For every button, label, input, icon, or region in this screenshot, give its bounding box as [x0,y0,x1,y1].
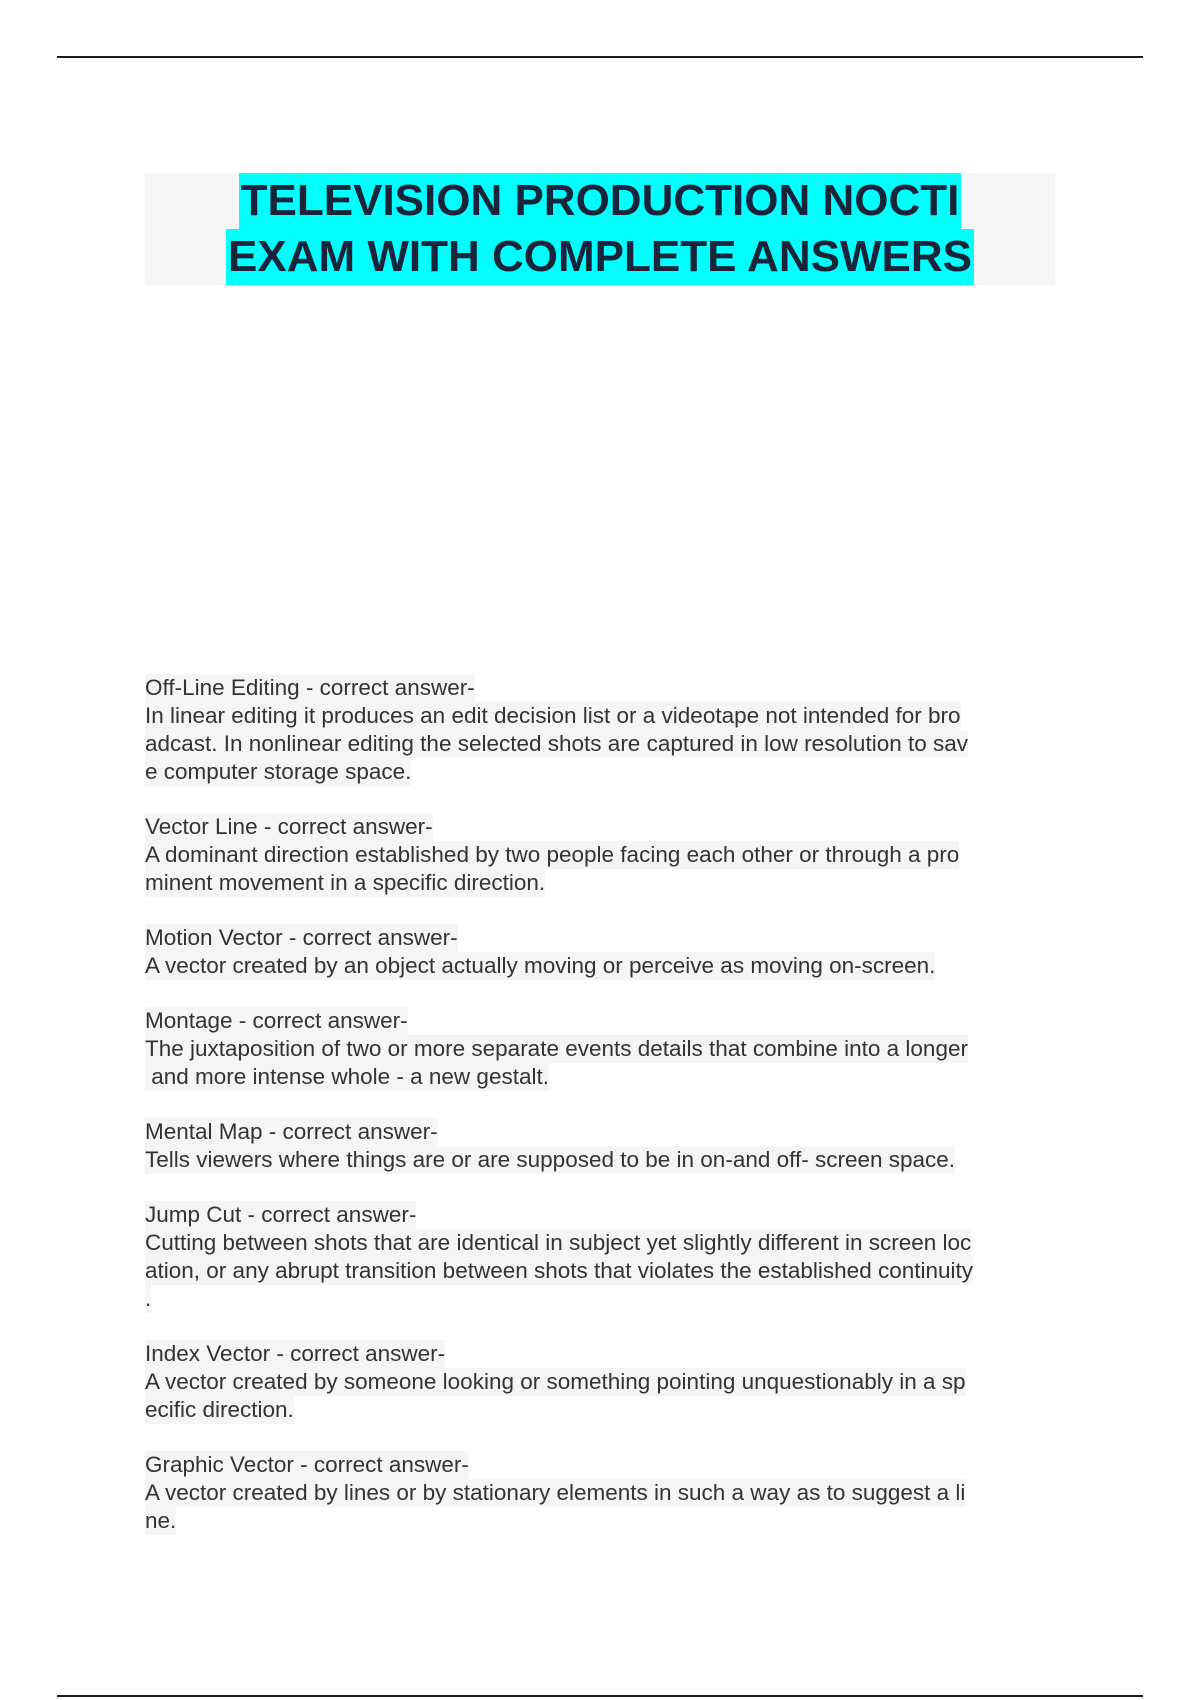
qa-term [145,1340,1065,1368]
qa-answer-text: ecific direction. [145,1397,294,1422]
qa-term-text: Index Vector - correct answer- [145,1341,446,1366]
qa-answer-line [145,758,1065,786]
qa-term-text: Montage - correct answer- [145,1008,408,1033]
qa-answer-text: adcast. In nonlinear editing the selected shots are captured in low resolution to sav [145,731,968,756]
qa-entry [145,1451,1065,1535]
qa-answer-line [145,1368,1065,1396]
qa-answer-text: ation, or any abrupt transition between shots that violates the established continuity [145,1258,974,1283]
qa-answer-line [145,1507,1065,1535]
qa-term [145,813,1065,841]
document-title [145,173,1055,285]
qa-term [145,1118,1065,1146]
qa-answer-text: A dominant direction established by two people facing each other or through a pro [145,842,960,867]
qa-answer-text: The juxtaposition of two or more separate events details that combine into a longer [145,1036,968,1061]
title-line-2: EXAM WITH COMPLETE ANSWERS [226,229,974,285]
qa-term-text: Graphic Vector - correct answer- [145,1452,469,1477]
qa-answer-line [145,952,1065,980]
qa-entry [145,1201,1065,1313]
qa-answer-text: and more intense whole - a new gestalt. [145,1064,549,1089]
qa-answer-text: A vector created by someone looking or something pointing unquestionably in a sp [145,1369,966,1394]
qa-answer-line [145,1146,1065,1174]
qa-answer-line [145,1396,1065,1424]
qa-list [145,674,1065,1562]
qa-term-text: Vector Line - correct answer- [145,814,433,839]
qa-answer-line [145,1035,1065,1063]
qa-answer-line [145,730,1065,758]
qa-entry [145,924,1065,980]
qa-term [145,1201,1065,1229]
qa-term [145,1451,1065,1479]
qa-entry [145,1118,1065,1174]
qa-answer-text: Cutting between shots that are identical in subject yet slightly different in screen loc [145,1230,972,1255]
qa-term [145,1007,1065,1035]
qa-answer-text: Tells viewers where things are or are supposed to be in on-and off- screen space. [145,1147,956,1172]
qa-answer-text: ne. [145,1508,177,1533]
qa-answer-line [145,702,1065,730]
qa-answer-text: A vector created by lines or by stationary elements in such a way as to suggest a li [145,1480,966,1505]
qa-answer-line [145,1063,1065,1091]
qa-answer-line [145,1285,1065,1313]
qa-entry [145,674,1065,786]
qa-answer-text: A vector created by an object actually moving or perceive as moving on-screen. [145,953,936,978]
qa-term-text: Jump Cut - correct answer- [145,1202,417,1227]
top-rule [57,56,1143,58]
qa-answer-text: minent movement in a specific direction. [145,870,546,895]
qa-term [145,674,1065,702]
qa-answer-line [145,1257,1065,1285]
bottom-rule [57,1695,1143,1697]
qa-entry [145,1340,1065,1424]
qa-term [145,924,1065,952]
qa-answer-line [145,1229,1065,1257]
qa-answer-line [145,1479,1065,1507]
qa-term-text: Mental Map - correct answer- [145,1119,438,1144]
qa-answer-text: e computer storage space. [145,759,412,784]
qa-answer-line [145,841,1065,869]
qa-term-text: Off-Line Editing - correct answer- [145,675,475,700]
qa-term-text: Motion Vector - correct answer- [145,925,458,950]
qa-answer-text: . [145,1286,152,1311]
qa-answer-line [145,869,1065,897]
qa-answer-text: In linear editing it produces an edit decision list or a videotape not intended for bro [145,703,961,728]
title-line-1: TELEVISION PRODUCTION NOCTI [239,173,962,229]
qa-entry [145,1007,1065,1091]
qa-entry [145,813,1065,897]
